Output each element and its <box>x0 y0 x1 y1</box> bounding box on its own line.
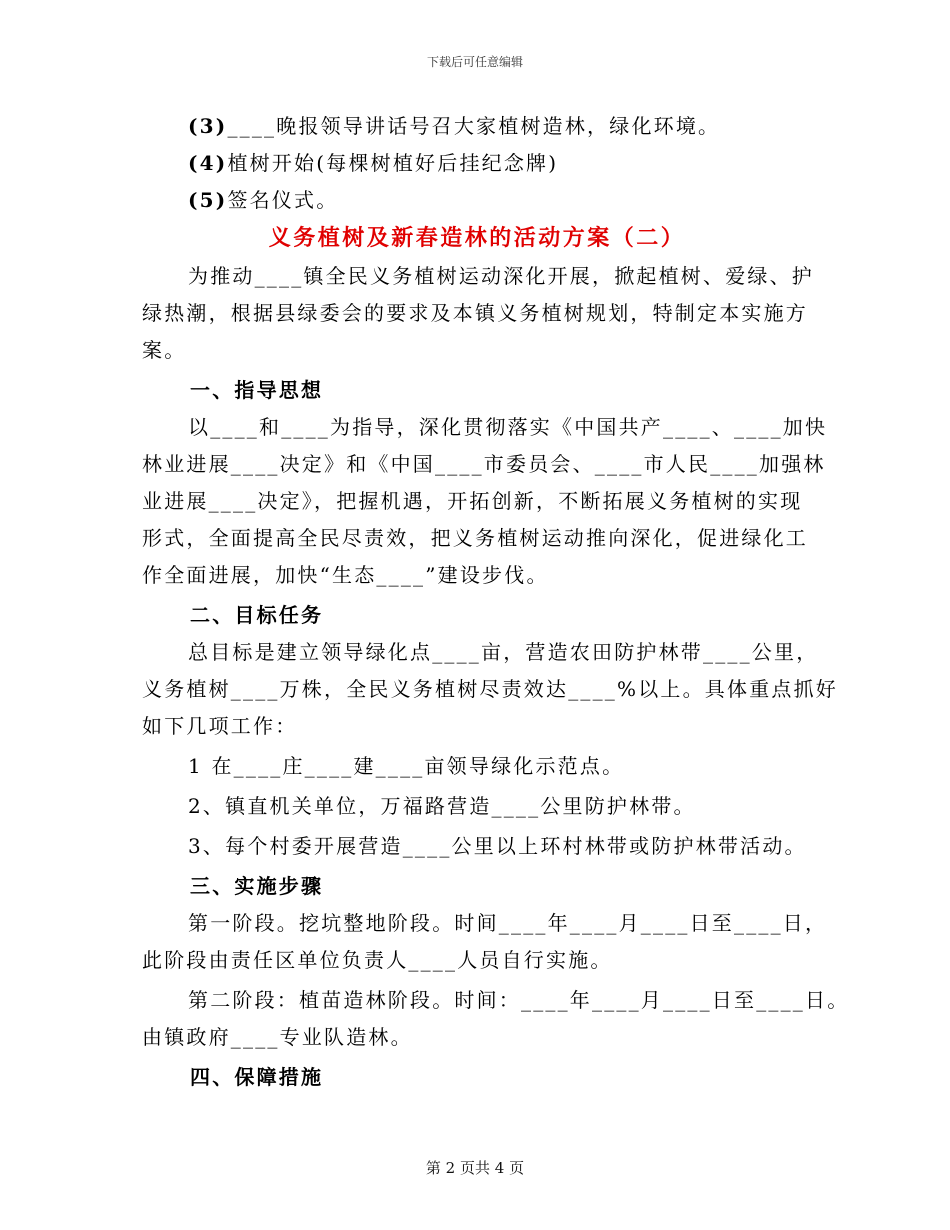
paragraph-line: 以____和____为指导，深化贯彻落实《中国共产____、____加快 <box>188 415 828 439</box>
step-text: 签名仪式。 <box>227 188 339 212</box>
stage-2-paragraph <box>142 982 850 1056</box>
step-number: (4) <box>188 151 228 175</box>
target-item-1: 1 在____庄____建____亩领导绿化示范点。 <box>188 754 625 778</box>
section-heading-steps: 三、实施步骤 <box>190 874 324 898</box>
paragraph-line: 业进展____决定》，把握机遇，开拓创新，不断拓展义务植树的实现 <box>142 489 803 513</box>
paragraph-line: 义务植树____万株，全民义务植树尽责效达____%以上。具体重点抓好 <box>142 677 839 701</box>
step-number: (3) <box>188 114 228 138</box>
step-item-3 <box>142 108 812 145</box>
paragraph-line: 第二阶段：植苗造林阶段。时间：____年____月____日至____日。 <box>188 988 850 1012</box>
step-text: ____晚报领导讲话号召大家植树造林，绿化环境。 <box>227 114 721 138</box>
target-item-3: 3、每个村委开展营造____公里以上环村林带或防护林带活动。 <box>188 834 807 858</box>
section-heading-guiding-ideology: 一、指导思想 <box>190 378 324 402</box>
stage-1-paragraph <box>142 905 828 979</box>
paragraph-line: 总目标是建立领导绿化点____亩，营造农田防护林带____公里， <box>188 640 819 664</box>
section-heading-targets: 二、目标任务 <box>190 603 324 627</box>
document-body <box>142 108 850 1096</box>
step-item-4 <box>142 145 812 182</box>
paragraph-line: 第一阶段。挖坑整地阶段。时间____年____月____日至____日， <box>188 911 828 935</box>
target-item-2: 2、镇直机关单位，万福路营造____公里防护林带。 <box>188 794 696 818</box>
section-heading-safeguards: 四、保障措施 <box>190 1065 324 1089</box>
targets-paragraph <box>142 634 839 745</box>
paragraph-line: 案。 <box>142 338 187 362</box>
page-footer: 第 2 页共 4 页 <box>425 1159 525 1177</box>
paragraph-line: 林业进展____决定》和《中国____市委员会、____市人民____加强林 <box>142 452 826 476</box>
guiding-ideology-paragraph <box>142 409 828 594</box>
paragraph-line: 作全面进展，加快“生态____”建设步伐。 <box>142 563 549 587</box>
paragraph-line: 此阶段由责任区单位负责人____人员自行实施。 <box>142 948 613 972</box>
page-header: 下载后可任意编辑 <box>426 55 523 69</box>
intro-paragraph <box>142 258 812 369</box>
paragraph-line: 形式，全面提高全民尽责效，把义务植树运动推向深化，促进绿化工 <box>142 526 808 550</box>
paragraph-line: 为推动____镇全民义务植树运动深化开展，掀起植树、爱绿、护 <box>188 264 814 288</box>
paragraph-line: 由镇政府____专业队造林。 <box>142 1025 413 1049</box>
step-text: 植树开始(每棵树植好后挂纪念牌) <box>227 151 559 175</box>
paragraph-line: 绿热潮，根据县绿委会的要求及本镇义务植树规划，特制定本实施方 <box>142 301 808 325</box>
step-number: (5) <box>188 188 228 212</box>
document-title: 义务植树及新春造林的活动方案（二） <box>268 225 686 251</box>
step-item-5 <box>142 182 812 219</box>
paragraph-line: 如下几项工作： <box>142 714 298 738</box>
